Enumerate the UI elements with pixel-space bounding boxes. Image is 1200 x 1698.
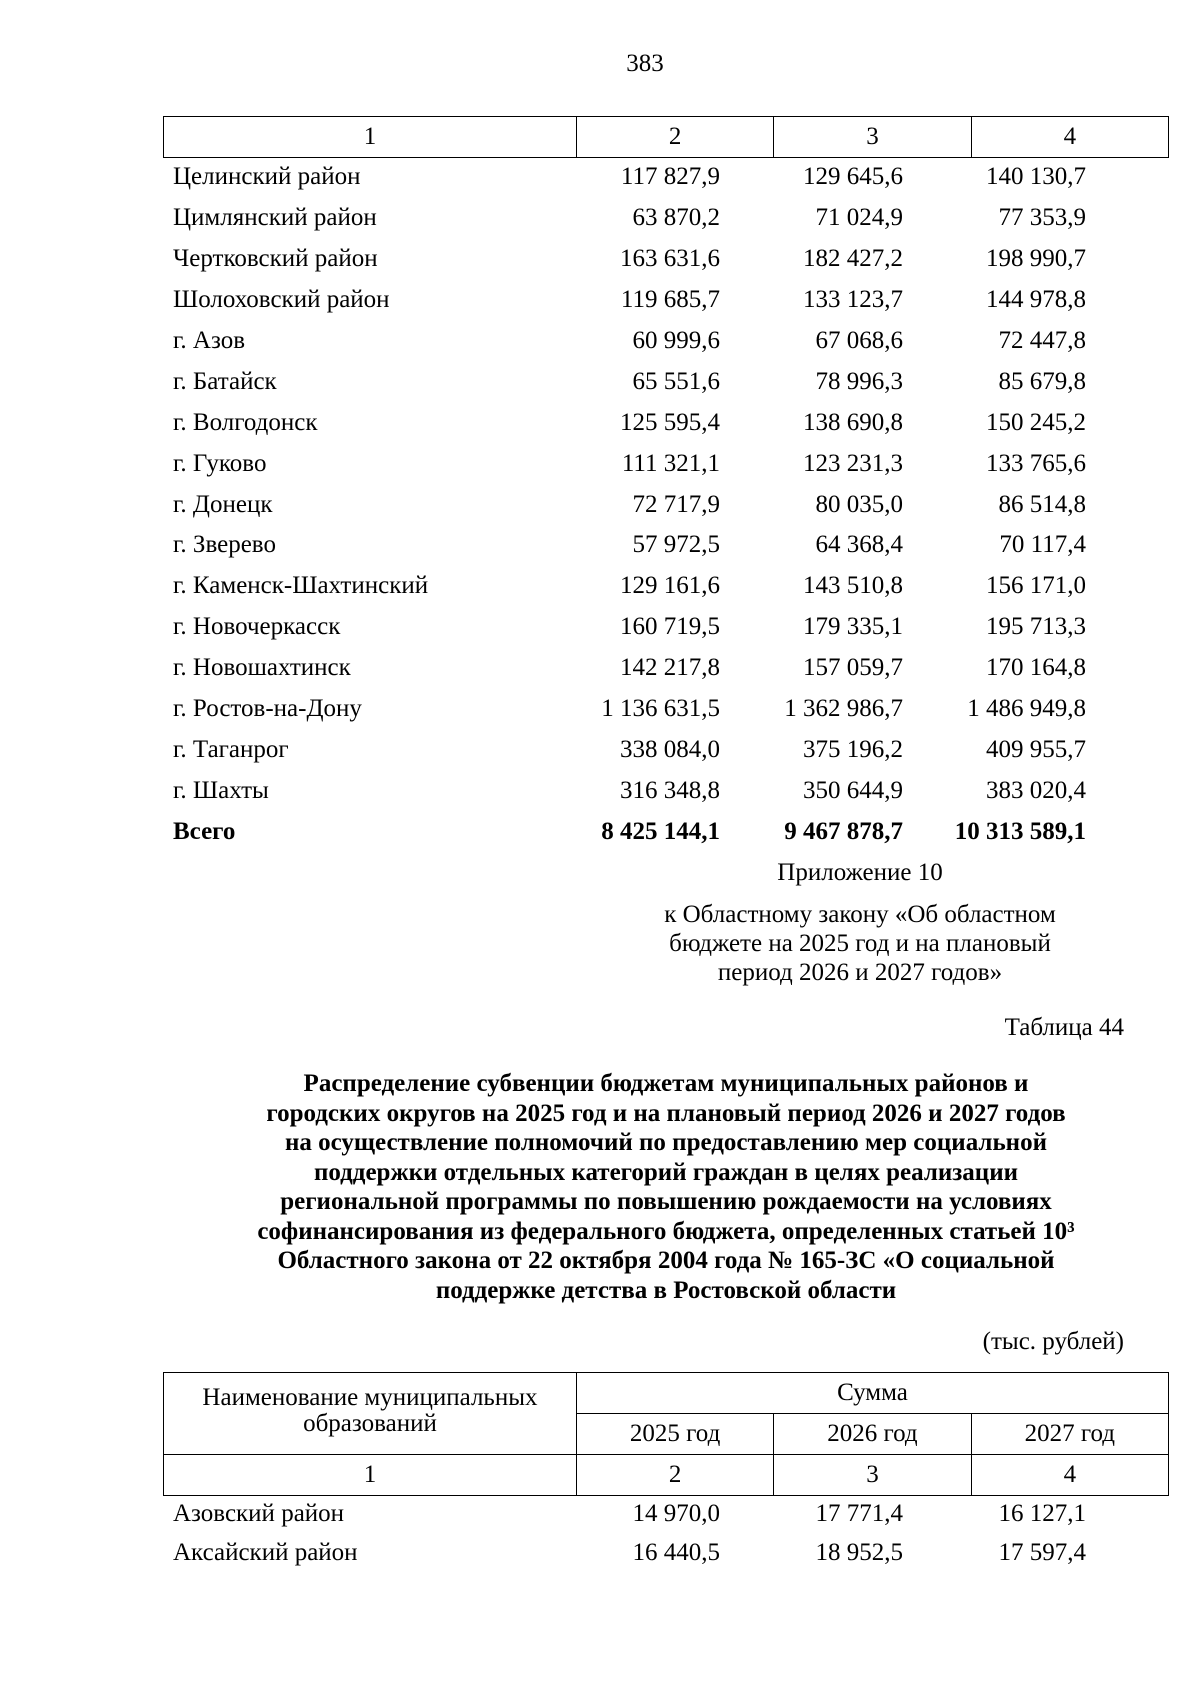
units-label: (тыс. рублей): [982, 1328, 1124, 1355]
total-value-2027: 10 313 589,1: [954, 817, 1086, 845]
row-value-2025: 117 827,9: [620, 163, 720, 191]
column-header-line: Наименование муниципальных: [202, 1384, 538, 1411]
total-label: Всего: [173, 817, 236, 845]
heading-line: софинансирования из федерального бюджета, определенных статьей 10³: [257, 1217, 1075, 1245]
row-value-2025: 129 161,6: [620, 572, 720, 600]
row-name: Цимлянский район: [173, 204, 377, 232]
row-value-2027: 195 713,3: [986, 613, 1086, 641]
row-name: г. Азов: [173, 327, 246, 354]
row-value-2025: 57 972,5: [632, 531, 720, 559]
column-number: 3: [774, 1455, 971, 1496]
row-name: г. Шахты: [173, 776, 269, 804]
row-value-2027: 144 978,8: [986, 286, 1086, 314]
row-value-2027: 72 447,8: [998, 327, 1086, 354]
column-header-year: 2026 год: [774, 1414, 971, 1455]
table-heading: [163, 1069, 1169, 1305]
table-row: [163, 770, 1169, 811]
column-number: 3: [774, 117, 971, 158]
heading-line: городских округов на 2025 год и на плановый период 2026 и 2027 годов: [266, 1099, 1066, 1127]
row-name: г. Новочеркасск: [173, 613, 341, 641]
row-value-2026: 18 952,5: [815, 1538, 903, 1566]
column-number: 4: [971, 117, 1168, 158]
row-value-2025: 316 348,8: [620, 776, 720, 804]
total-value-2025: 8 425 144,1: [601, 817, 720, 845]
row-value-2027: 156 171,0: [986, 572, 1086, 600]
row-value-2026: 80 035,0: [815, 490, 903, 518]
row-value-2027: 85 679,8: [998, 367, 1086, 395]
table-row: [163, 689, 1169, 730]
heading-line: на осуществление полномочий по предоставлению мер социальной: [285, 1129, 1047, 1156]
table-row: [163, 566, 1169, 607]
row-value-2026: 123 231,3: [803, 449, 903, 477]
appendix-line: период 2026 и 2027 годов»: [717, 959, 1003, 986]
row-value-2025: 60 999,6: [632, 327, 720, 354]
row-value-2025: 1 136 631,5: [601, 695, 720, 723]
row-value-2027: 86 514,8: [998, 490, 1086, 518]
row-value-2026: 350 644,9: [803, 776, 903, 804]
column-number: 1: [164, 1455, 577, 1496]
row-value-2026: 182 427,2: [803, 245, 903, 273]
row-value-2026: 129 645,6: [803, 163, 903, 191]
row-value-2026: 133 123,7: [803, 286, 903, 314]
row-value-2025: 125 595,4: [620, 408, 720, 436]
row-value-2027: 170 164,8: [986, 654, 1086, 682]
row-name: Шолоховский район: [173, 286, 390, 314]
table-row: [163, 157, 1169, 198]
column-header-line: образований: [303, 1410, 437, 1437]
row-value-2026: 138 690,8: [803, 408, 903, 436]
table2-body: [163, 1494, 1169, 1572]
row-value-2025: 65 551,6: [632, 367, 720, 395]
row-value-2025: 160 719,5: [620, 613, 720, 641]
table-row: [163, 729, 1169, 770]
table1-column-numbers: [163, 116, 1169, 158]
row-value-2026: 179 335,1: [803, 613, 903, 641]
row-name: Целинский район: [173, 163, 361, 191]
row-name: г. Новошахтинск: [173, 654, 351, 682]
table-row: [163, 361, 1169, 402]
table-row: [163, 525, 1169, 566]
column-header-name: [164, 1373, 577, 1455]
row-value-2027: 17 597,4: [998, 1538, 1086, 1566]
row-value-2025: 16 440,5: [632, 1538, 720, 1566]
heading-line: Областного закона от 22 октября 2004 года № 165-ЗС «О социальной: [277, 1247, 1055, 1274]
row-value-2027: 150 245,2: [986, 408, 1086, 436]
table-row: [163, 484, 1169, 525]
page-number: 383: [626, 50, 664, 77]
heading-line: поддержки отдельных категорий граждан в целях реализации: [313, 1158, 1019, 1186]
row-value-2027: 409 955,7: [986, 735, 1086, 763]
table2-header: [163, 1372, 1169, 1496]
row-value-2026: 157 059,7: [803, 654, 903, 682]
row-name: Аксайский район: [173, 1538, 358, 1566]
table-row: [163, 648, 1169, 689]
row-name: г. Донецк: [173, 490, 273, 518]
row-value-2027: 77 353,9: [998, 204, 1086, 232]
row-value-2027: 16 127,1: [998, 1499, 1086, 1527]
heading-line: поддержке детства в Ростовской области: [435, 1276, 897, 1304]
row-value-2025: 63 870,2: [632, 204, 720, 232]
appendix-line: бюджете на 2025 год и на плановый: [669, 930, 1051, 957]
row-name: г. Волгодонск: [173, 408, 318, 436]
row-value-2027: 383 020,4: [986, 776, 1086, 804]
column-number: 2: [576, 1455, 773, 1496]
row-name: Чертковский район: [173, 245, 378, 273]
row-value-2025: 72 717,9: [632, 490, 720, 518]
row-value-2026: 17 771,4: [815, 1499, 903, 1527]
appendix-line: к Областному закону «Об областном: [664, 901, 1056, 928]
total-row: [163, 811, 1169, 852]
row-value-2026: 375 196,2: [803, 735, 903, 763]
total-value-2026: 9 467 878,7: [784, 817, 903, 845]
heading-line: региональной программы по повышению рождаемости на условиях: [280, 1188, 1052, 1215]
row-value-2027: 70 117,4: [999, 531, 1086, 559]
row-value-2026: 67 068,6: [815, 327, 903, 354]
row-value-2026: 71 024,9: [815, 204, 903, 232]
row-value-2027: 133 765,6: [986, 449, 1086, 477]
table-row: [163, 607, 1169, 648]
row-value-2027: 198 990,7: [986, 245, 1086, 273]
row-name: Азовский район: [173, 1499, 345, 1527]
table-row: [163, 1533, 1169, 1572]
row-value-2025: 119 685,7: [620, 286, 720, 314]
table-row: [163, 239, 1169, 280]
row-name: г. Батайск: [173, 367, 277, 395]
row-value-2026: 143 510,8: [803, 572, 903, 600]
row-name: г. Гуково: [173, 449, 267, 477]
column-header-year: 2025 год: [576, 1414, 773, 1455]
appendix-title: Приложение 10: [777, 859, 943, 886]
table-row: [163, 321, 1169, 362]
row-name: г. Ростов-на-Дону: [173, 695, 362, 723]
column-header-sum: Сумма: [576, 1373, 1168, 1414]
row-name: г. Таганрог: [173, 735, 289, 763]
column-header-year: 2027 год: [971, 1414, 1168, 1455]
column-number: 2: [576, 117, 773, 158]
row-value-2027: 1 486 949,8: [967, 695, 1086, 723]
table-row: [163, 443, 1169, 484]
table-row: [163, 1494, 1169, 1533]
column-number: 4: [971, 1455, 1168, 1496]
table-row: [163, 198, 1169, 239]
table-label: Таблица 44: [1004, 1014, 1124, 1041]
row-value-2026: 64 368,4: [815, 531, 903, 559]
row-value-2026: 78 996,3: [815, 367, 903, 395]
table1-body: [163, 157, 1169, 852]
appendix-reference: [600, 900, 1120, 987]
row-value-2027: 140 130,7: [986, 163, 1086, 191]
table-row: [163, 280, 1169, 321]
row-value-2026: 1 362 986,7: [784, 695, 903, 723]
row-value-2025: 14 970,0: [632, 1499, 720, 1527]
column-number: 1: [164, 117, 577, 158]
row-name: г. Каменск-Шахтинский: [173, 572, 429, 600]
row-value-2025: 142 217,8: [620, 654, 720, 682]
table-row: [163, 402, 1169, 443]
row-name: г. Зверево: [173, 531, 276, 559]
row-value-2025: 338 084,0: [620, 735, 720, 763]
row-value-2025: 111 321,1: [621, 449, 720, 477]
heading-line: Распределение субвенции бюджетам муниципальных районов и: [303, 1070, 1029, 1097]
row-value-2025: 163 631,6: [620, 245, 720, 273]
